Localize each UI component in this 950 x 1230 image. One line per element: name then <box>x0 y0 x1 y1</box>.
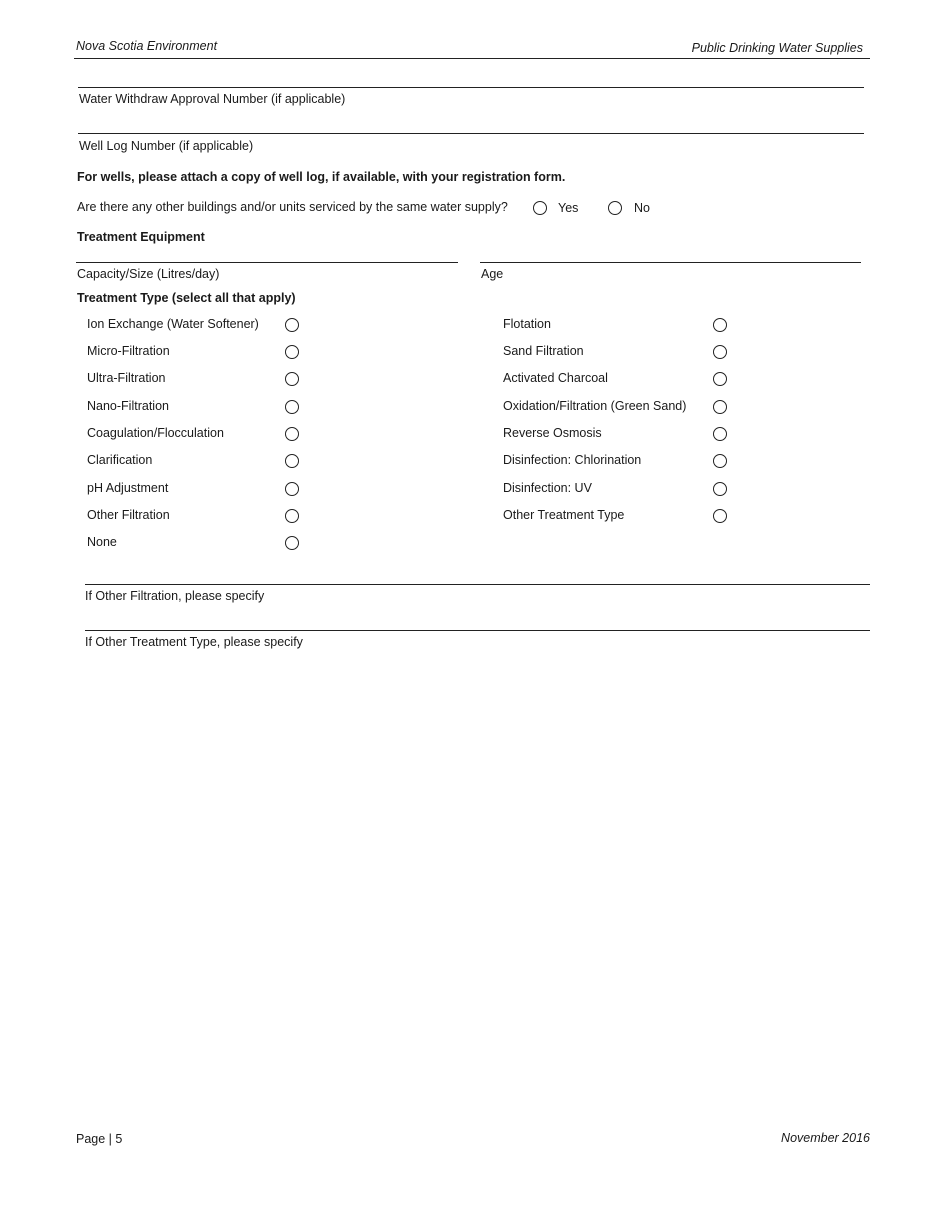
header-right: Public Drinking Water Supplies <box>691 41 863 55</box>
treatment-option-nano-filtration: Nano-Filtration <box>87 399 169 413</box>
micro-filtration-radio[interactable] <box>285 345 299 359</box>
well-log-label: Well Log Number (if applicable) <box>79 139 254 153</box>
other-buildings-question: Are there any other buildings and/or units serviced by the same water supply? <box>77 200 508 214</box>
treatment-option-ion-exchange: Ion Exchange (Water Softener) <box>87 317 259 331</box>
treatment-option-none: None <box>87 535 117 549</box>
footer-date: November 2016 <box>781 1131 870 1145</box>
well-log-input-line[interactable] <box>78 133 864 134</box>
treatment-option-chlorination: Disinfection: Chlorination <box>503 453 642 467</box>
ultra-filtration-radio[interactable] <box>285 372 299 386</box>
clarification-radio[interactable] <box>285 454 299 468</box>
yes-label: Yes <box>558 201 579 215</box>
other-treatment-specify-label: If Other Treatment Type, please specify <box>85 635 303 649</box>
sand-filtration-radio[interactable] <box>713 345 727 359</box>
water-withdraw-input-line[interactable] <box>78 87 864 88</box>
reverse-osmosis-radio[interactable] <box>713 427 727 441</box>
treatment-option-ultra-filtration: Ultra-Filtration <box>87 371 166 385</box>
other-filtration-specify-label: If Other Filtration, please specify <box>85 589 265 603</box>
header-rule <box>74 58 870 59</box>
treatment-equipment-heading: Treatment Equipment <box>77 230 205 244</box>
treatment-option-micro-filtration: Micro-Filtration <box>87 344 170 358</box>
age-label: Age <box>481 267 504 281</box>
other-treatment-radio[interactable] <box>713 509 727 523</box>
treatment-option-sand-filtration: Sand Filtration <box>503 344 584 358</box>
other-filtration-input-line[interactable] <box>85 584 870 585</box>
page-number: Page | 5 <box>76 1132 123 1146</box>
coagulation-radio[interactable] <box>285 427 299 441</box>
no-label: No <box>634 201 650 215</box>
treatment-option-coagulation: Coagulation/Flocculation <box>87 426 224 440</box>
other-treatment-input-line[interactable] <box>85 630 870 631</box>
nano-filtration-radio[interactable] <box>285 400 299 414</box>
ion-exchange-radio[interactable] <box>285 318 299 332</box>
treatment-option-uv: Disinfection: UV <box>503 481 592 495</box>
water-withdraw-label: Water Withdraw Approval Number (if applicable) <box>79 92 346 106</box>
no-radio[interactable] <box>608 201 622 215</box>
uv-radio[interactable] <box>713 482 727 496</box>
treatment-option-other-filtration: Other Filtration <box>87 508 170 522</box>
treatment-option-oxidation: Oxidation/Filtration (Green Sand) <box>503 399 687 413</box>
chlorination-radio[interactable] <box>713 454 727 468</box>
yes-radio[interactable] <box>533 201 547 215</box>
treatment-option-ph-adjustment: pH Adjustment <box>87 481 169 495</box>
none-radio[interactable] <box>285 536 299 550</box>
ph-adjustment-radio[interactable] <box>285 482 299 496</box>
oxidation-radio[interactable] <box>713 400 727 414</box>
flotation-radio[interactable] <box>713 318 727 332</box>
well-attach-note: For wells, please attach a copy of well log, if available, with your registration form. <box>77 170 566 184</box>
treatment-option-activated-charcoal: Activated Charcoal <box>503 371 608 385</box>
other-filtration-radio[interactable] <box>285 509 299 523</box>
treatment-option-other-treatment: Other Treatment Type <box>503 508 625 522</box>
capacity-input-line[interactable] <box>76 262 458 263</box>
capacity-label: Capacity/Size (Litres/day) <box>77 267 220 281</box>
treatment-type-heading: Treatment Type (select all that apply) <box>77 291 296 305</box>
age-input-line[interactable] <box>480 262 861 263</box>
activated-charcoal-radio[interactable] <box>713 372 727 386</box>
treatment-option-reverse-osmosis: Reverse Osmosis <box>503 426 602 440</box>
treatment-option-flotation: Flotation <box>503 317 551 331</box>
header-left: Nova Scotia Environment <box>76 39 218 53</box>
treatment-option-clarification: Clarification <box>87 453 153 467</box>
